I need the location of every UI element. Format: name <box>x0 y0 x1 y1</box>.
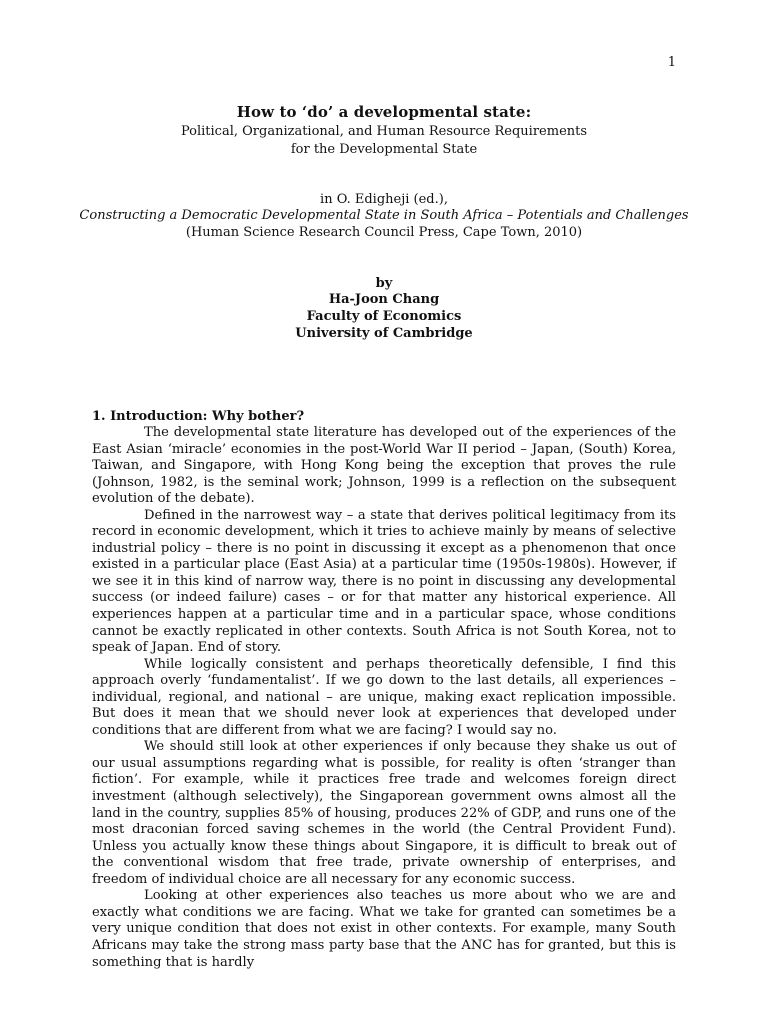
paragraph: The developmental state literature has developed out of the experiences of the East Asian ‘miracle’ economies in the post-World War II period – Japan, (South) Korea, Taiwan, and Singapore, with Hong Kong being the exception that proves the rule (Johnson, 1982, is the seminal work; Johnson, 1999 is a reflection on the subsequent evolution of the debate). <box>92 425 676 507</box>
author-name: Ha-Joon Chang <box>328 292 440 307</box>
paragraph: Defined in the narrowest way – a state that derives political legitimacy from its record in economic development, which it tries to achieve mainly by means of selective industrial policy – there is no point in discussing it except as a phenomenon that once existed in a particular place (East Asia) at a particular time (1950s-1980s). However, if we see it in this kind of narrow way, there is no point in discussing any developmental success (or indeed failure) cases – or for that matter any historical experience. All experiences happen at a particular time and in a particular space, whose conditions cannot be exactly replicated in other contexts. South Africa is not South Korea, not to speak of Japan. End of story. <box>92 507 676 656</box>
subtitle-line-1: Political, Organizational, and Human Resource Requirements <box>180 124 588 139</box>
citation-book-title: Constructing a Democratic Developmental State in South Africa – Potentials and Challenges <box>79 208 689 223</box>
author-faculty: Faculty of Economics <box>306 309 462 324</box>
citation-publisher: (Human Science Research Council Press, Cape Town, 2010) <box>185 225 583 240</box>
section-body <box>92 425 676 971</box>
subtitle-line-2: for the Developmental State <box>290 142 478 157</box>
section-heading: 1. Introduction: Why bother? <box>92 409 305 424</box>
page-number: 1 <box>667 55 676 70</box>
citation-editor: in O. Edigheji (ed.), <box>320 192 448 207</box>
paragraph: Looking at other experiences also teaches us more about who we are and exactly what conditions we are facing. What we take for granted can sometimes be a very unique condition that does not exist in other contexts. For example, many South Africans may take the strong mass party base that the ANC has for granted, but this is something that is hardly <box>92 888 676 970</box>
document-title: How to ‘do’ a developmental state: <box>236 103 532 121</box>
author-university: University of Cambridge <box>295 326 473 341</box>
paragraph: We should still look at other experiences if only because they shake us out of our usual assumptions regarding what is possible, for reality is often ‘stranger than fiction’. For example, while it practices free trade and welcomes foreign direct investment (although selectively), the Singaporean government owns almost all the land in the country, supplies 85% of housing, produces 22% of GDP, and runs one of the most draconian forced saving schemes in the world (the Central Provident Fund). Unless you actually know these things about Singapore, it is difficult to break out of the conventional wisdom that free trade, private ownership of enterprises, and freedom of individual choice are all necessary for any economic success. <box>92 739 676 887</box>
byline-by: by <box>375 276 393 291</box>
paragraph: While logically consistent and perhaps theoretically defensible, I find this approach overly ‘fundamentalist’. If we go down to the last details, all experiences – individual, regional, and national – are unique, making exact replication impossible. But does it mean that we should never look at experiences that developed under conditions that are different from what we are facing? I would say no. <box>92 656 676 738</box>
